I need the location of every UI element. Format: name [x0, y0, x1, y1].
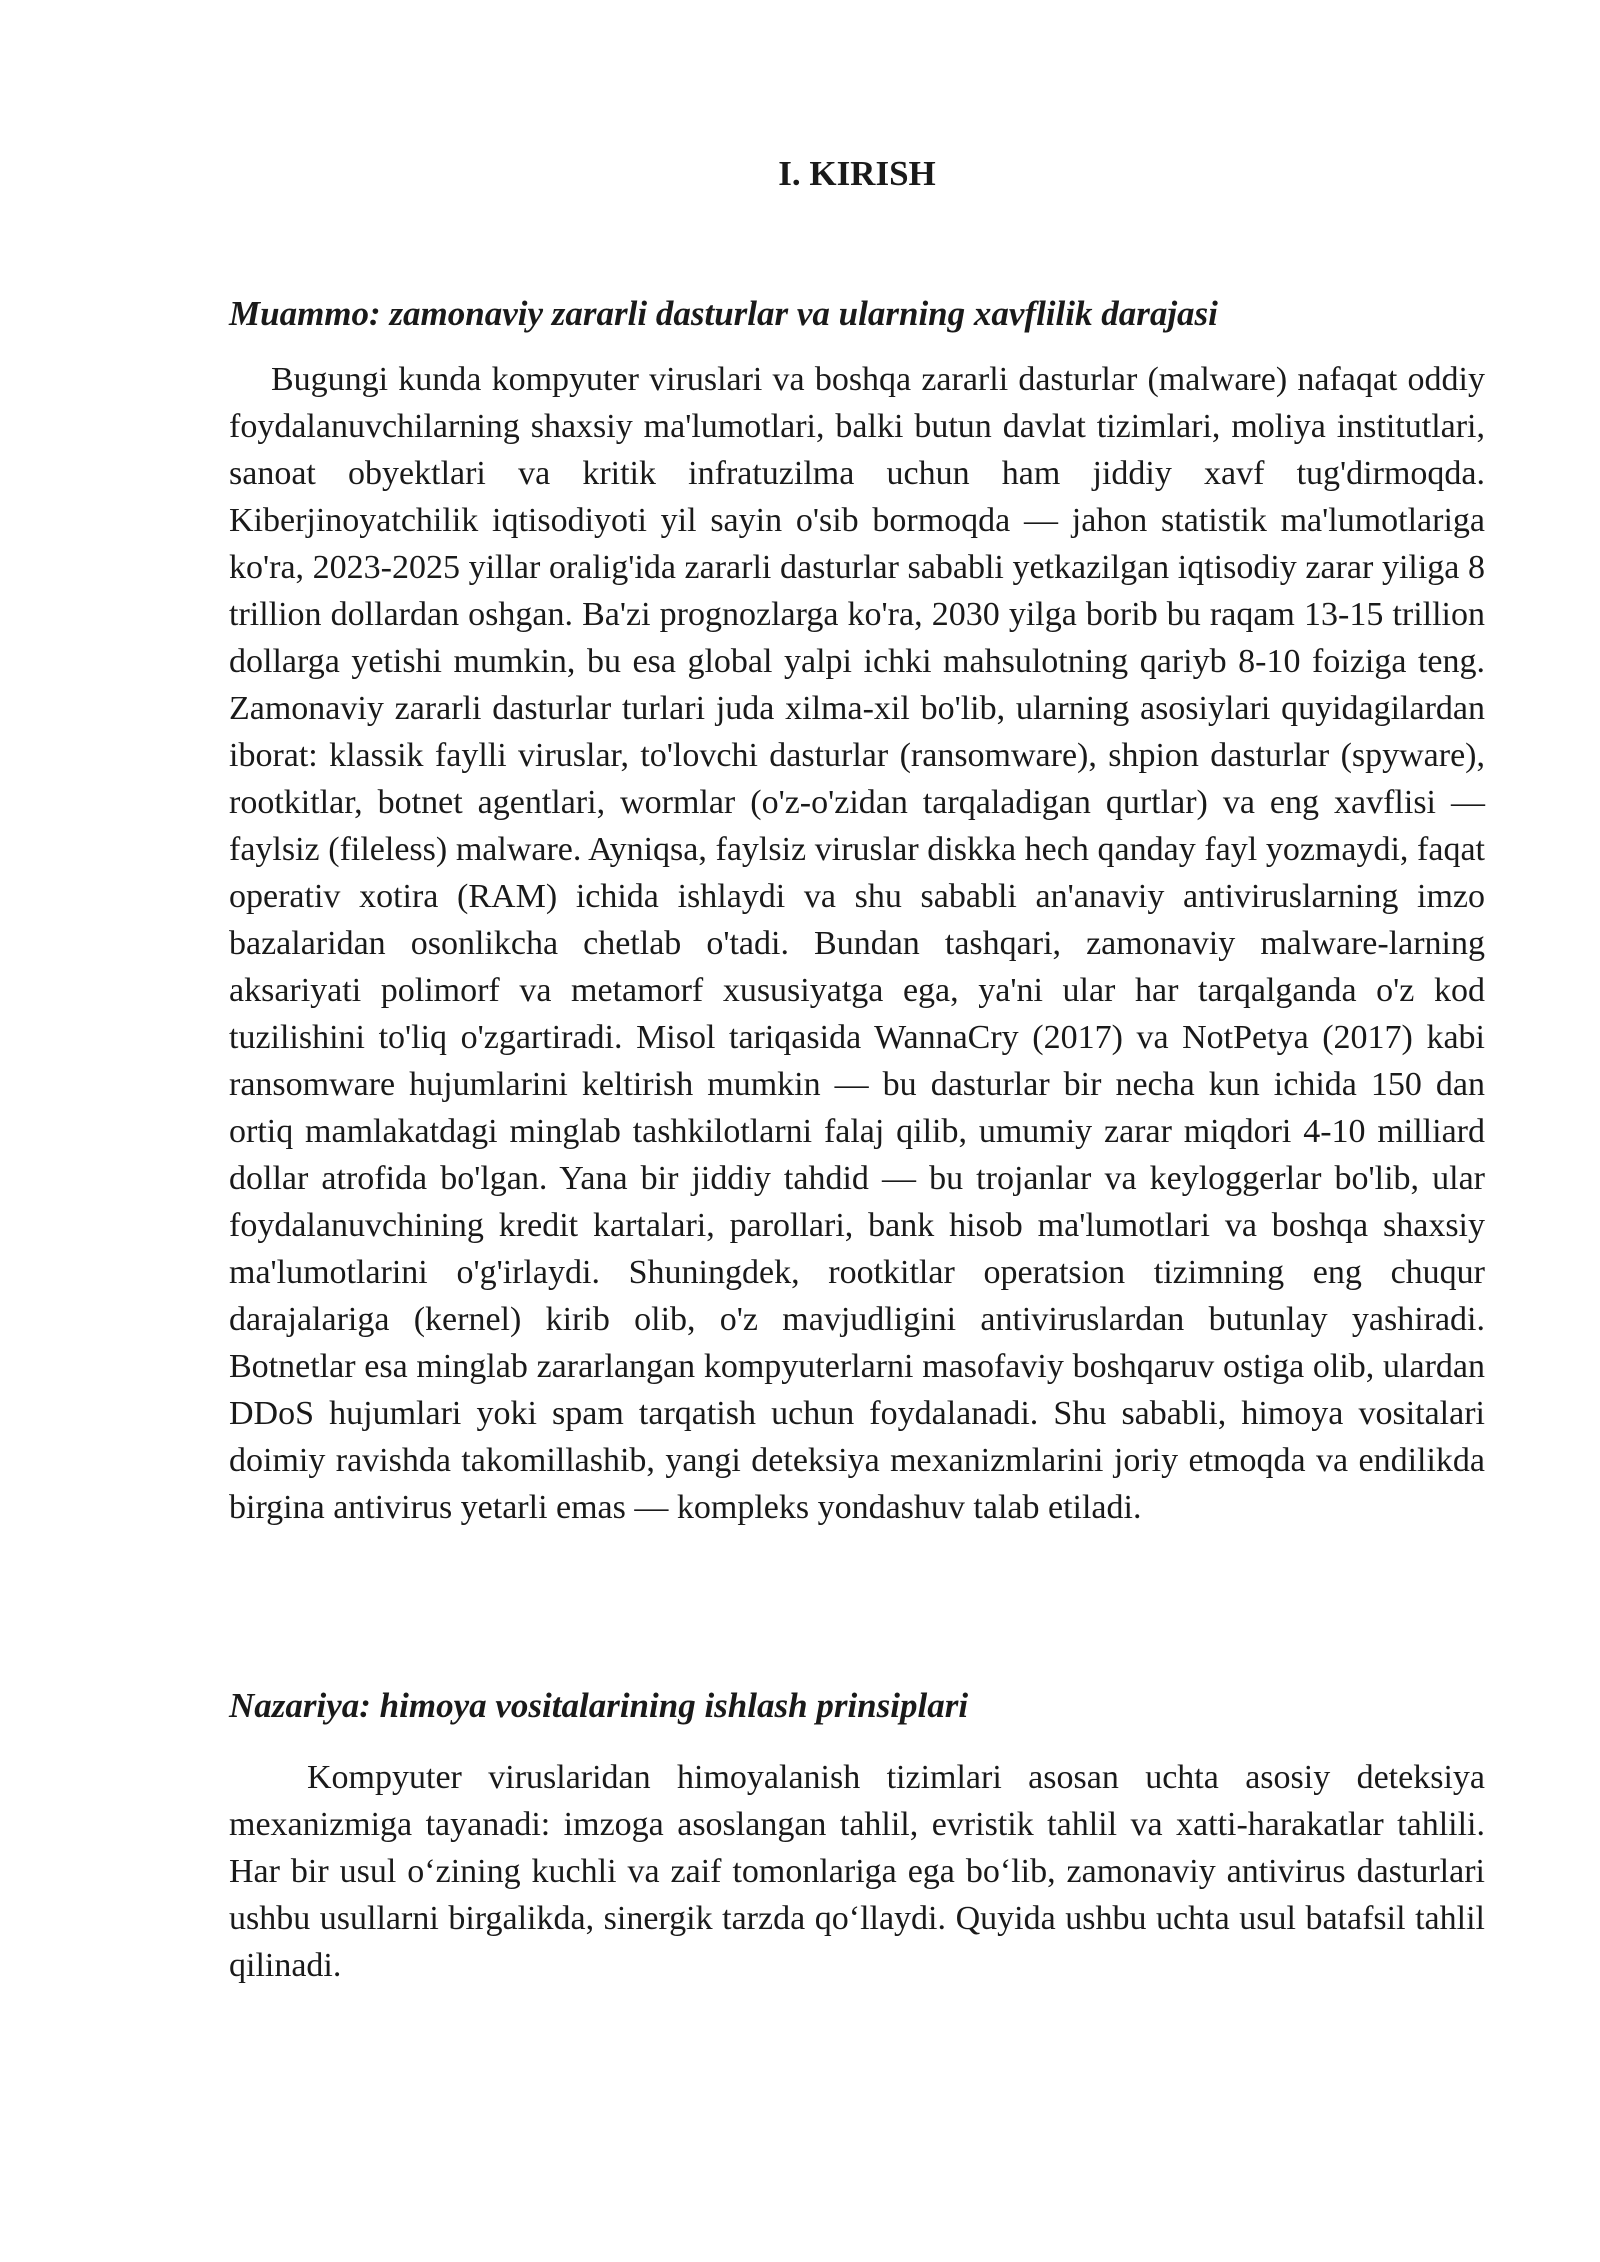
chapter-title: I. KIRISH [778, 154, 936, 193]
section-heading-problem: Muammo: zamonaviy zararli dasturlar va ularning xavflilik darajasi [229, 294, 1218, 333]
section-heading-theory: Nazariya: himoya vositalarining ishlash prinsiplari [229, 1686, 969, 1725]
paragraph-problem: Bugungi kunda kompyuter viruslari va boshqa zararli dasturlar (malware) nafaqat oddiy foydalanuvchilarning shaxsiy ma'lumotlari, balki butun davlat tizimlari, moliya institutlari, sanoat obyektlari va kritik infratuzilma uchun ham jiddiy xavf tug'dirmoqda. Kiberjinoyatchilik iqtisodiyoti yil sayin o'sib bormoqda — jahon statistik ma'lumotlariga ko'ra, 2023-2025 yillar oralig'ida zararli dasturlar sababli yetkazilgan iqtisodiy zarar yiliga 8 trillion dollardan oshgan. Ba'zi prognozlarga ko'ra, 2030 yilga borib bu raqam 13-15 trillion dollarga yetishi mumkin, bu esa global yalpi ichki mahsulotning qariyb 8-10 foiziga teng. Zamonaviy zararli dasturlar turlari juda xilma-xil bo'lib, ularning asosiylari quyidagilardan iborat: klassik faylli viruslar, to'lovchi dasturlar (ransomware), shpion dasturlar (spyware), rootkitlar, botnet agentlari, wormlar (o'z-o'zidan tarqaladigan qurtlar) va eng xavflisi — faylsiz (fileless) malware. Ayniqsa, faylsiz viruslar diskka hech qanday fayl yozmaydi, faqat operativ xotira (RAM) ichida ishlaydi va shu sababli an'anaviy antiviruslarning imzo bazalaridan osonlikcha chetlab o'tadi. Bundan tashqari, zamonaviy malware-larning aksariyati polimorf va metamorf xususiyatga ega, ya'ni ular har tarqalganda o'z kod tuzilishini to'liq o'zgartiradi. Misol tariqasida WannaCry (2017) va NotPetya (2017) kabi ransomware hujumlarini keltirish mumkin — bu dasturlar bir necha kun ichida 150 dan ortiq mamlakatdagi minglab tashkilotlarni falaj qilib, umumiy zarar miqdori 4-10 milliard dollar atrofida bo'lgan. Yana bir jiddiy tahdid — bu trojanlar va keyloggerlar bo'lib, ular foydalanuvchining kredit kartalari, parollari, bank hisob ma'lumotlari va boshqa shaxsiy ma'lumotlarini o'g'irlaydi. Shuningdek, rootkitlar operatsion tizimning eng chuqur darajalariga (kernel) kirib olib, o'z mavjudligini antiviruslardan butunlay yashiradi. Botnetlar esa minglab zararlangan kompyuterlarni masofaviy boshqaruv ostiga olib, ulardan DDoS hujumlari yoki spam tarqatish uchun foydalanadi. Shu sababli, himoya vositalari doimiy ravishda takomillashib, yangi deteksiya mexanizmlarini joriy etmoqda va endilikda birgina antivirus yetarli emas — kompleks yondashuv talab etiladi. [229, 361, 1485, 1526]
paragraph-theory: Kompyuter viruslaridan himoyalanish tizimlari asosan uchta asosiy deteksiya mexanizmiga tayanadi: imzoga asoslangan tahlil, evristik tahlil va xatti-harakatlar tahlili. Har bir usul o‘zining kuchli va zaif tomonlariga ega bo‘lib, zamonaviy antivirus dasturlari ushbu usullarni birgalikda, sinergik tarzda qo‘llaydi. Quyida ushbu uchta usul batafsil tahlil qilinadi. [229, 1759, 1485, 1984]
